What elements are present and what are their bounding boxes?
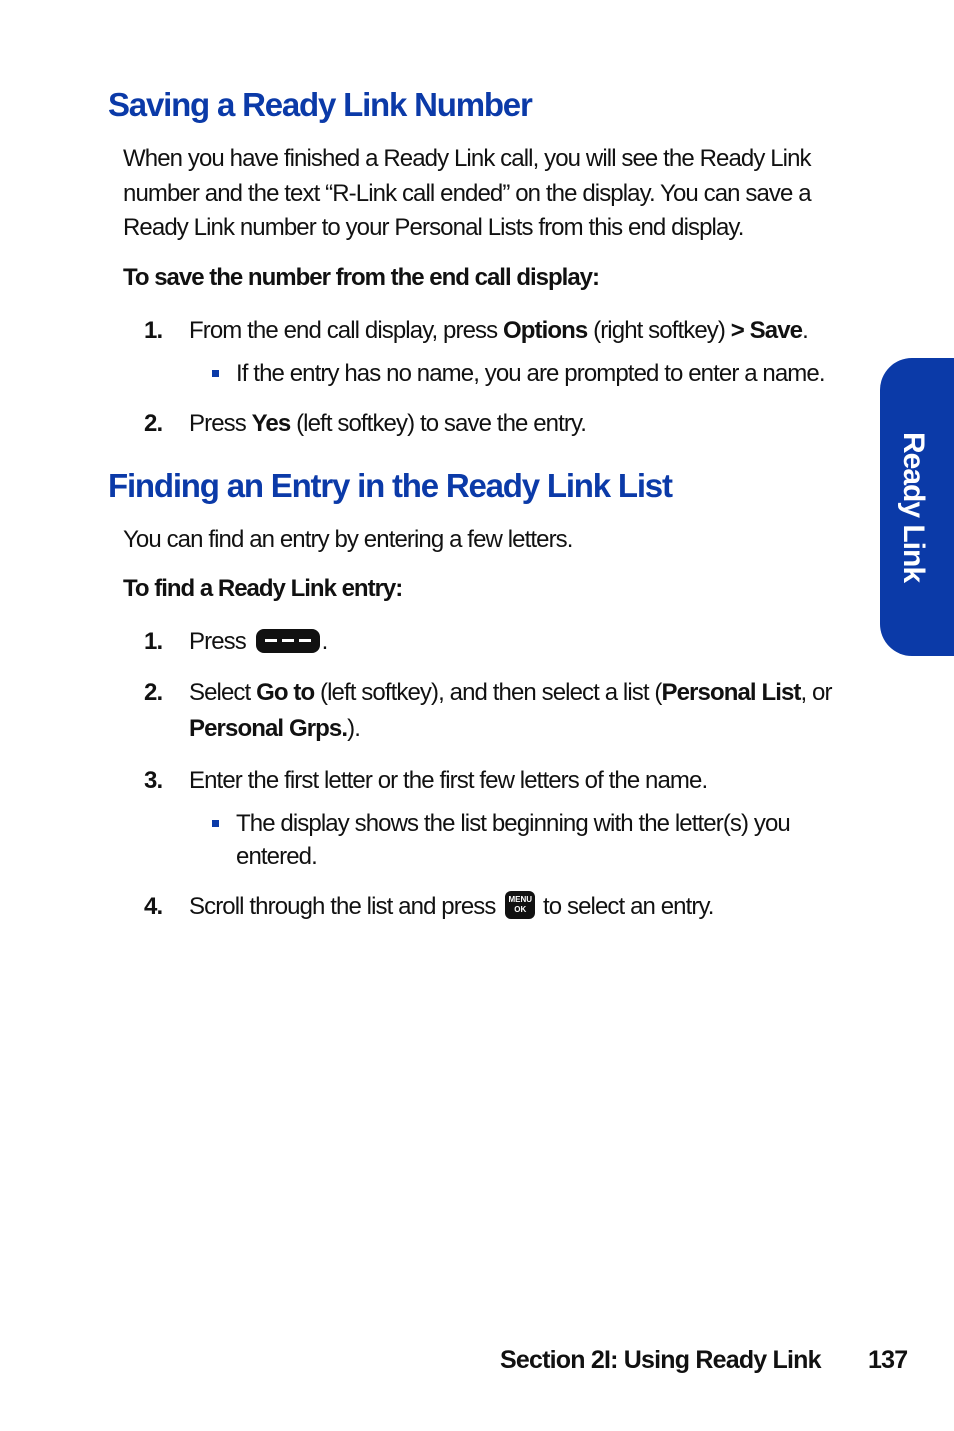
step-text: Scroll through the list and press MENU OK to select an entry. (189, 889, 839, 925)
step-number: 1. (144, 628, 163, 655)
options-key-label: Options (503, 317, 588, 344)
section-heading-saving: Saving a Ready Link Number (108, 86, 532, 123)
softkey-dashes-icon (256, 629, 320, 653)
step-text: Press . (189, 628, 328, 655)
square-bullet-icon (212, 370, 219, 377)
section-intro-saving: When you have finished a Ready Link call, you will see the Ready Link number and the text “R-Link call ended” on the display. You can save a Ready Link number to your Personal Lists from this end display. (123, 145, 811, 241)
side-tab-label: Ready Link (897, 431, 930, 583)
section-intro-finding: You can find an entry by entering a few letters. (123, 526, 573, 553)
section-heading-finding: Finding an Entry in the Ready Link List (108, 467, 672, 504)
page-number: 137 (868, 1346, 908, 1374)
step-text: Select Go to (left softkey), and then select a list (Personal List, or Personal Grps.). (189, 679, 832, 742)
instruction-lead-find: To find a Ready Link entry: (123, 575, 403, 602)
step-number: 1. (144, 317, 163, 344)
yes-key-label: Yes (251, 410, 291, 437)
step-number: 2. (144, 679, 163, 706)
step-text: From the end call display, press Options (right softkey) > Save. (189, 317, 808, 344)
instruction-lead-save: To save the number from the end call display: (123, 264, 600, 291)
menu-ok-key-icon: MENU OK (505, 891, 535, 919)
personal-grps-label: Personal Grps. (189, 715, 348, 742)
step-number: 4. (144, 893, 163, 920)
step-text: Press Yes (left softkey) to save the entry. (189, 410, 587, 437)
square-bullet-icon (212, 820, 219, 827)
go-to-key-label: Go to (256, 679, 315, 706)
save-option-label: > Save (730, 317, 803, 344)
personal-list-label: Personal List (661, 679, 801, 706)
step-text: Enter the first letter or the first few letters of the name. (189, 767, 708, 794)
step-number: 3. (144, 767, 163, 794)
footer-section-title: Section 2I: Using Ready Link (500, 1346, 821, 1374)
step-number: 2. (144, 410, 163, 437)
